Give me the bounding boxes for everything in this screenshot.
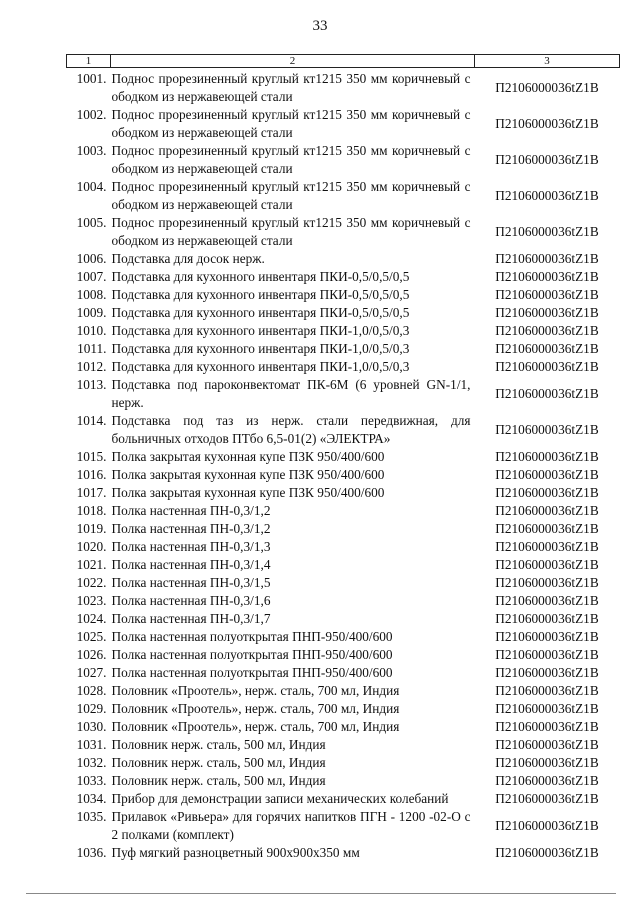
item-code: П2106000036tZ1B: [495, 791, 599, 806]
table-row: [67, 178, 620, 214]
row-number: 1002.: [76, 107, 107, 122]
item-name: Полка настенная ПН-0,3/1,7: [111, 611, 271, 626]
item-name: Полка настенная ПН-0,3/1,2: [111, 521, 271, 536]
row-number: 1025.: [76, 629, 107, 644]
row-number: 1015.: [76, 449, 107, 464]
item-code: П2106000036tZ1B: [495, 323, 599, 338]
table-row: [67, 538, 620, 556]
table-body: [67, 68, 620, 863]
item-name: Полка настенная полуоткрытая ПНП-950/400/600: [111, 629, 393, 644]
row-number: 1018.: [76, 503, 107, 518]
row-number: 1001.: [76, 71, 107, 86]
table-row: [67, 412, 620, 448]
row-number: 1027.: [76, 665, 107, 680]
item-code: П2106000036tZ1B: [495, 503, 599, 518]
item-name: Подставка для кухонного инвентаря ПКИ-0,5/0,5/0,5: [111, 305, 410, 320]
table-row: [67, 700, 620, 718]
item-code: П2106000036tZ1B: [495, 539, 599, 554]
item-name: Прилавок «Ривьера» для горячих напитков ПГН - 1200 -02-О с 2 полками (комплект): [111, 809, 471, 842]
item-name: Половник нерж. сталь, 500 мл, Индия: [111, 737, 326, 752]
row-number: 1035.: [76, 809, 107, 824]
item-code: П2106000036tZ1B: [495, 287, 599, 302]
table-row: [67, 268, 620, 286]
table-row: [67, 286, 620, 304]
item-code: П2106000036tZ1B: [495, 521, 599, 536]
item-name: Полка настенная ПН-0,3/1,4: [111, 557, 271, 572]
table-row: [67, 556, 620, 574]
table-row: [67, 376, 620, 412]
item-name: Половник нерж. сталь, 500 мл, Индия: [111, 773, 326, 788]
row-number: 1006.: [76, 251, 107, 266]
item-code: П2106000036tZ1B: [495, 359, 599, 374]
item-code: П2106000036tZ1B: [495, 773, 599, 788]
item-name: Половник нерж. сталь, 500 мл, Индия: [111, 755, 326, 770]
row-number: 1029.: [76, 701, 107, 716]
table-row: [67, 520, 620, 538]
table-row: [67, 646, 620, 664]
row-number: 1014.: [76, 413, 107, 428]
table-header: [67, 55, 620, 68]
table-row: [67, 502, 620, 520]
row-number: 1022.: [76, 575, 107, 590]
item-name: Прибор для демонстрации записи механических колебаний: [111, 791, 449, 806]
item-code: П2106000036tZ1B: [495, 557, 599, 572]
item-code: П2106000036tZ1B: [495, 467, 599, 482]
table-row: [67, 610, 620, 628]
row-number: 1008.: [76, 287, 107, 302]
item-code: П2106000036tZ1B: [495, 575, 599, 590]
table-row: [67, 304, 620, 322]
table-row: [67, 106, 620, 142]
row-number: 1024.: [76, 611, 107, 626]
row-number: 1007.: [76, 269, 107, 284]
table-row: [67, 484, 620, 502]
item-code: П2106000036tZ1B: [495, 755, 599, 770]
page-number: 33: [312, 18, 328, 34]
header-row: [67, 55, 620, 68]
table-row: [67, 718, 620, 736]
table-row: [67, 844, 620, 862]
item-name: Пуф мягкий разноцветный 900х900х350 мм: [111, 845, 360, 860]
row-number: 1012.: [76, 359, 107, 374]
item-name: Подставка для досок нерж.: [111, 251, 265, 266]
item-code: П2106000036tZ1B: [495, 737, 599, 752]
row-number: 1031.: [76, 737, 107, 752]
item-name: Подставка под таз из нерж. стали передвижная, для больничных отходов ПТбо 6,5-01(2) «ЭЛЕКТРА»: [111, 413, 471, 446]
item-name: Подставка для кухонного инвентаря ПКИ-0,5/0,5/0,5: [111, 269, 410, 284]
item-code: П2106000036tZ1B: [495, 485, 599, 500]
row-number: 1034.: [76, 791, 107, 806]
item-name: Поднос прорезиненный круглый кт1215 350 мм коричневый с ободком из нержавеющей стали: [111, 143, 471, 176]
item-name: Полка настенная ПН-0,3/1,5: [111, 575, 271, 590]
column-header-1: 1: [67, 55, 111, 68]
table-row: [67, 322, 620, 340]
row-number: 1010.: [76, 323, 107, 338]
item-code: П2106000036tZ1B: [495, 341, 599, 356]
item-code: П2106000036tZ1B: [495, 629, 599, 644]
row-number: 1026.: [76, 647, 107, 662]
item-code: П2106000036tZ1B: [495, 593, 599, 608]
item-code: П2106000036tZ1B: [495, 665, 599, 680]
row-number: 1020.: [76, 539, 107, 554]
item-code: П2106000036tZ1B: [495, 818, 599, 833]
item-name: Поднос прорезиненный круглый кт1215 350 мм коричневый с ободком из нержавеющей стали: [111, 71, 471, 104]
item-name: Полка настенная ПН-0,3/1,3: [111, 539, 271, 554]
item-code: П2106000036tZ1B: [495, 188, 599, 203]
item-code: П2106000036tZ1B: [495, 449, 599, 464]
table-row: [67, 628, 620, 646]
row-number: 1021.: [76, 557, 107, 572]
item-name: Половник «Проотель», нерж. сталь, 700 мл, Индия: [111, 683, 400, 698]
item-name: Полка закрытая кухонная купе ПЗК 950/400/600: [111, 485, 385, 500]
row-number: 1017.: [76, 485, 107, 500]
table-row: [67, 214, 620, 250]
table-row: [67, 68, 620, 107]
table-row: [67, 592, 620, 610]
table-row: [67, 772, 620, 790]
item-name: Поднос прорезиненный круглый кт1215 350 мм коричневый с ободком из нержавеющей стали: [111, 107, 471, 140]
table-row: [67, 340, 620, 358]
column-header-3: 3: [475, 55, 620, 68]
item-name: Полка настенная полуоткрытая ПНП-950/400/600: [111, 647, 393, 662]
row-number: 1009.: [76, 305, 107, 320]
item-name: Полка настенная ПН-0,3/1,2: [111, 503, 271, 518]
table-row: [67, 250, 620, 268]
item-code: П2106000036tZ1B: [495, 647, 599, 662]
item-code: П2106000036tZ1B: [495, 269, 599, 284]
item-name: Подставка для кухонного инвентаря ПКИ-1,0/0,5/0,3: [111, 359, 410, 374]
item-code: П2106000036tZ1B: [495, 116, 599, 131]
item-name: Полка закрытая кухонная купе ПЗК 950/400/600: [111, 467, 385, 482]
row-number: 1028.: [76, 683, 107, 698]
table-row: [67, 664, 620, 682]
table-row: [67, 142, 620, 178]
item-name: Половник «Проотель», нерж. сталь, 700 мл, Индия: [111, 719, 400, 734]
item-code: П2106000036tZ1B: [495, 251, 599, 266]
table-row: [67, 466, 620, 484]
row-number: 1023.: [76, 593, 107, 608]
item-code: П2106000036tZ1B: [495, 611, 599, 626]
item-code: П2106000036tZ1B: [495, 719, 599, 734]
item-code: П2106000036tZ1B: [495, 80, 599, 95]
items-table: [66, 54, 620, 862]
row-number: 1032.: [76, 755, 107, 770]
item-code: П2106000036tZ1B: [495, 701, 599, 716]
table-row: [67, 448, 620, 466]
item-code: П2106000036tZ1B: [495, 422, 599, 437]
row-number: 1016.: [76, 467, 107, 482]
item-name: Подставка под пароконвектомат ПК-6М (6 уровней GN-1/1, нерж.: [111, 377, 471, 410]
table-row: [67, 682, 620, 700]
item-code: П2106000036tZ1B: [495, 683, 599, 698]
item-name: Полка закрытая кухонная купе ПЗК 950/400/600: [111, 449, 385, 464]
item-name: Поднос прорезиненный круглый кт1215 350 мм коричневый с ободком из нержавеющей стали: [111, 179, 471, 212]
table-row: [67, 790, 620, 808]
item-name: Подставка для кухонного инвентаря ПКИ-1,0/0,5/0,3: [111, 341, 410, 356]
column-header-2: 2: [111, 55, 475, 68]
row-number: 1003.: [76, 143, 107, 158]
table-row: [67, 358, 620, 376]
item-name: Полка настенная полуоткрытая ПНП-950/400/600: [111, 665, 393, 680]
row-number: 1019.: [76, 521, 107, 536]
row-number: 1030.: [76, 719, 107, 734]
page-bottom-rule: [26, 893, 616, 894]
table-row: [67, 808, 620, 844]
table-row: [67, 574, 620, 592]
item-name: Подставка для кухонного инвентаря ПКИ-1,0/0,5/0,3: [111, 323, 410, 338]
item-code: П2106000036tZ1B: [495, 224, 599, 239]
row-number: 1013.: [76, 377, 107, 392]
item-name: Поднос прорезиненный круглый кт1215 350 мм коричневый с ободком из нержавеющей стали: [111, 215, 471, 248]
table-row: [67, 754, 620, 772]
row-number: 1005.: [76, 215, 107, 230]
item-name: Половник «Проотель», нерж. сталь, 700 мл, Индия: [111, 701, 400, 716]
item-code: П2106000036tZ1B: [495, 305, 599, 320]
item-code: П2106000036tZ1B: [495, 386, 599, 401]
item-code: П2106000036tZ1B: [495, 845, 599, 860]
row-number: 1011.: [77, 341, 107, 356]
table-row: [67, 736, 620, 754]
item-code: П2106000036tZ1B: [495, 152, 599, 167]
row-number: 1036.: [76, 845, 107, 860]
row-number: 1033.: [76, 773, 107, 788]
row-number: 1004.: [76, 179, 107, 194]
item-name: Полка настенная ПН-0,3/1,6: [111, 593, 271, 608]
item-name: Подставка для кухонного инвентаря ПКИ-0,5/0,5/0,5: [111, 287, 410, 302]
